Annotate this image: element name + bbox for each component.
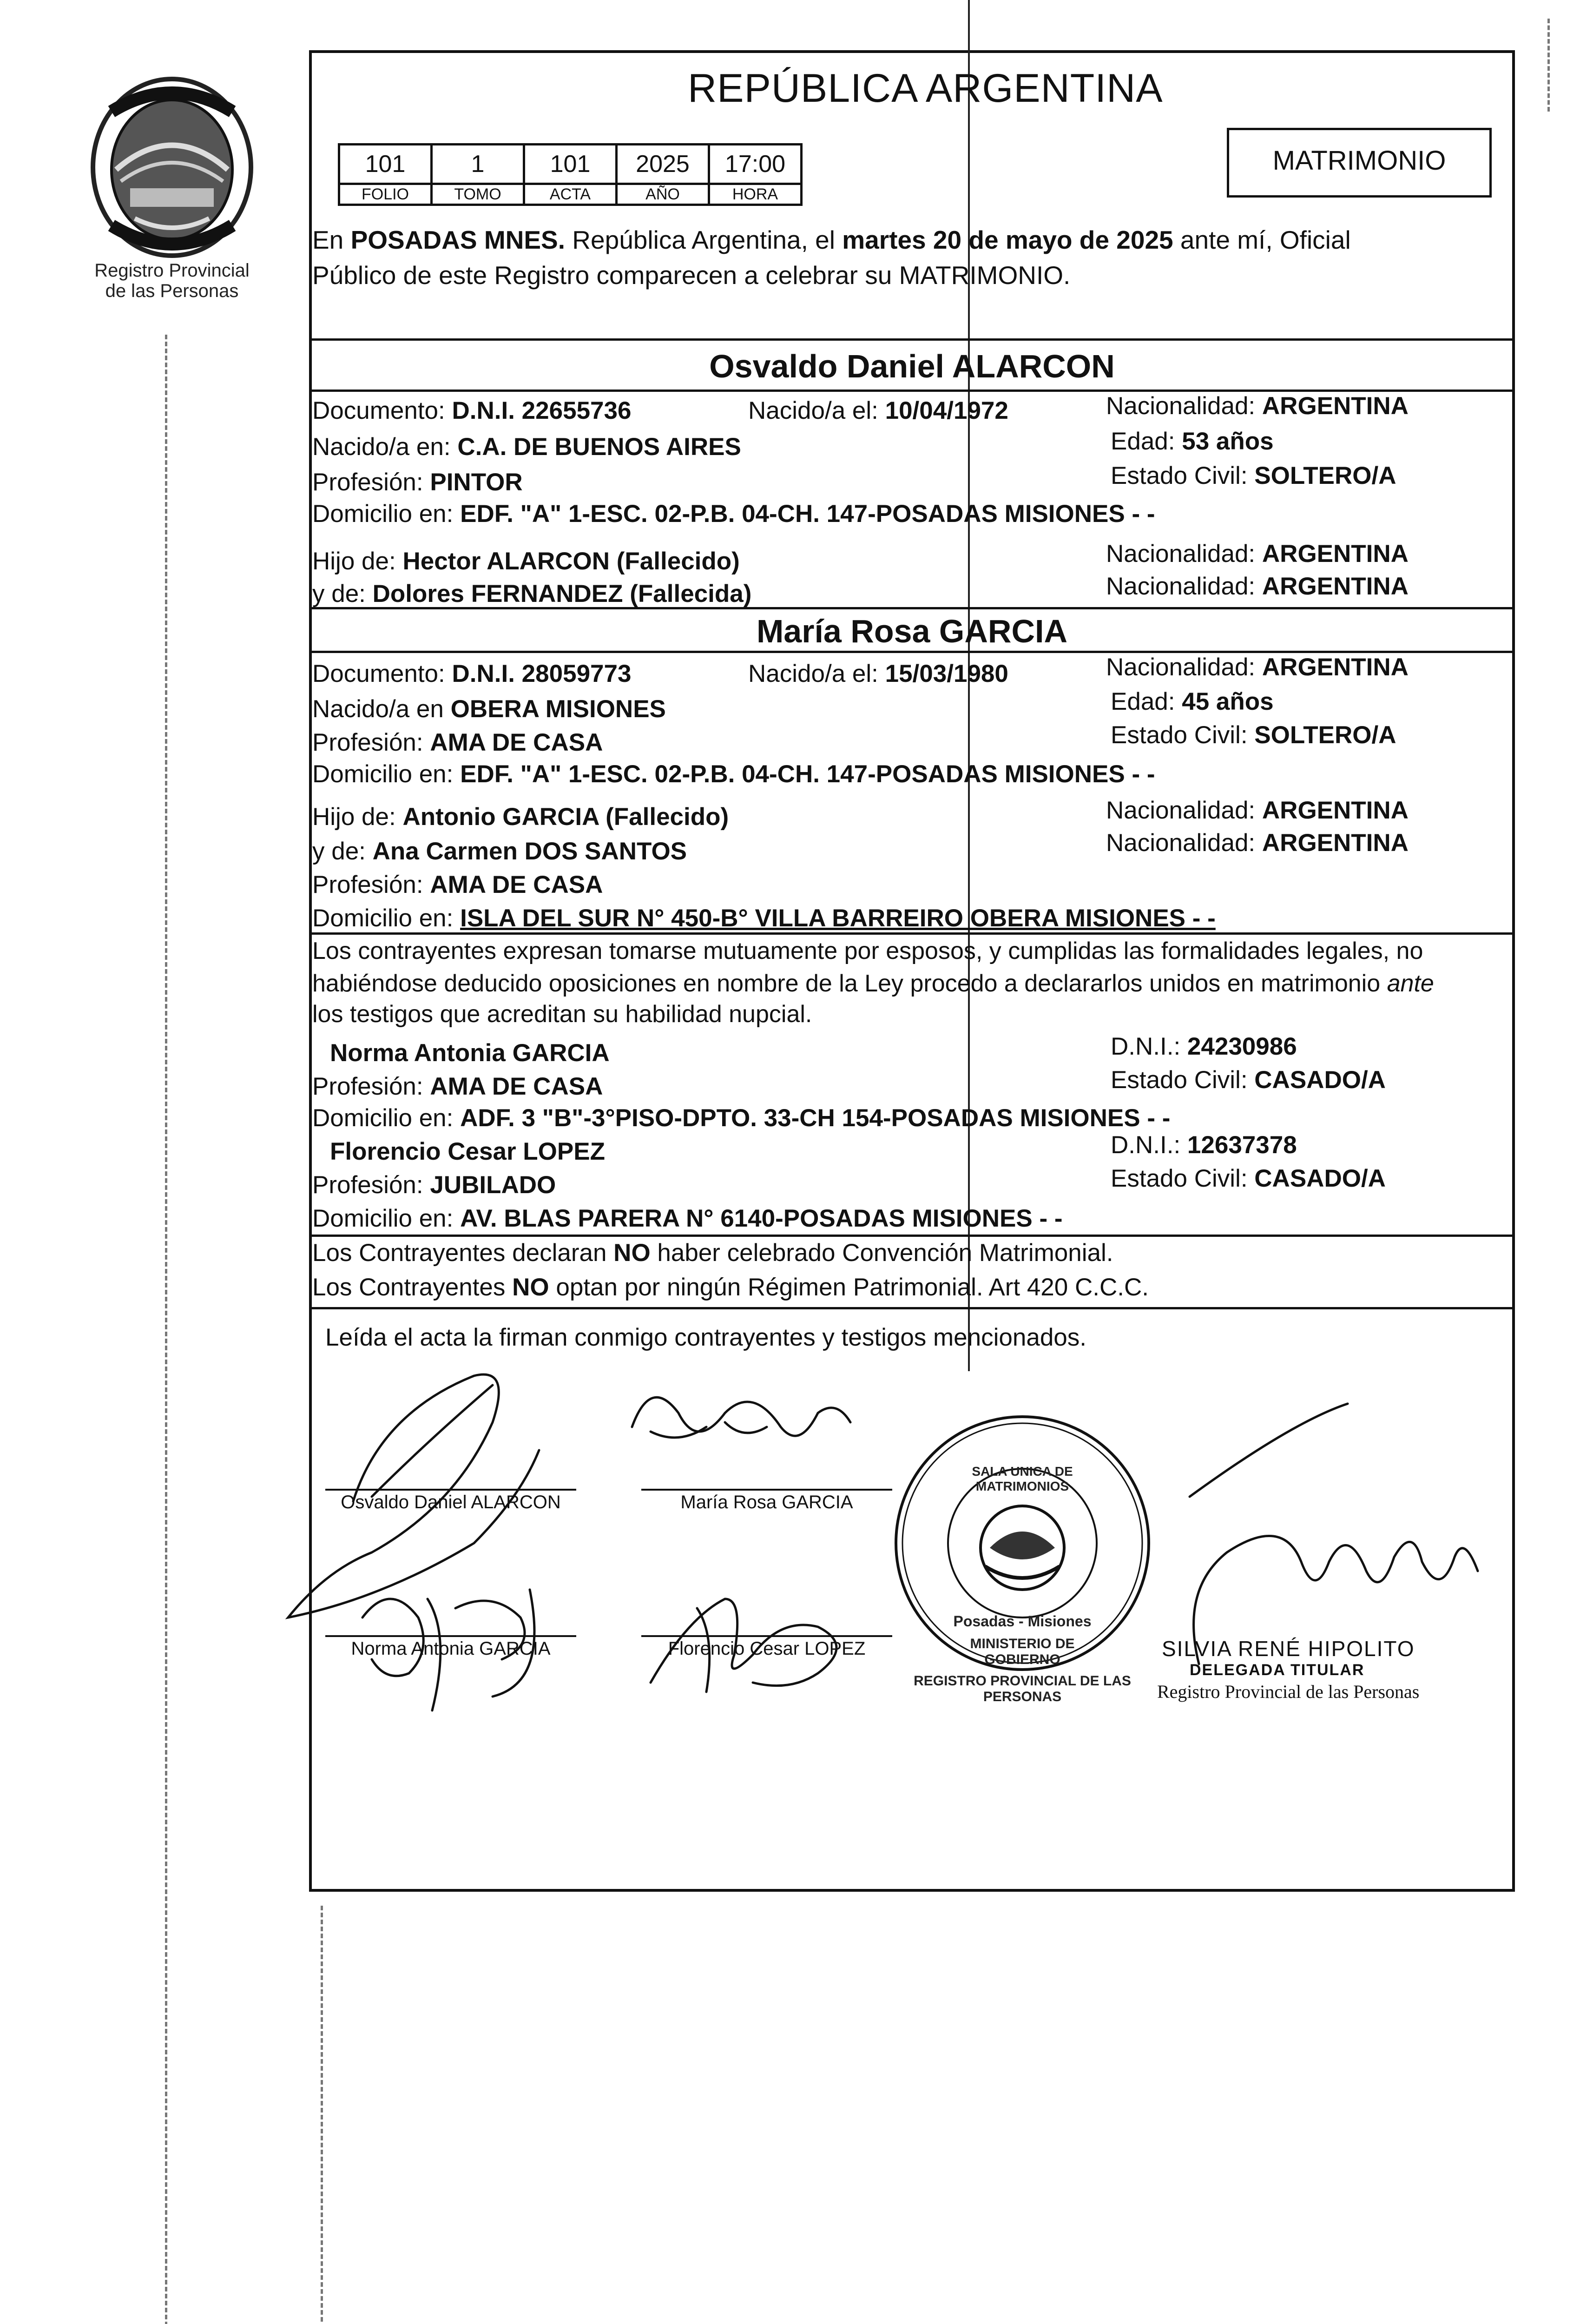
bride-signature-label: María Rosa GARCIA xyxy=(680,1492,853,1512)
bride-signature xyxy=(632,1397,850,1436)
witness2-profession: Profesión: JUBILADO xyxy=(312,1171,556,1199)
closing-text: Leída el acta la firman conmigo contrayentes y testigos mencionados. xyxy=(325,1324,1087,1351)
groom-signature-label: Osvaldo Daniel ALARCON xyxy=(341,1492,561,1512)
declaration-line-1: Los contrayentes expresan tomarse mutuamente por esposos, y cumplidas las formalidades legales, no xyxy=(312,938,1423,964)
official-seal xyxy=(892,1413,1152,1673)
witness2-civil-status: Estado Civil: CASADO/A xyxy=(1111,1165,1386,1192)
bride-profession: Profesión: AMA DE CASA xyxy=(312,729,603,756)
intro-date: martes 20 de mayo de 2025 xyxy=(842,225,1173,254)
declaration-line-2: habiéndose deducido oposiciones en nombre de la Ley procedo a declararlos unidos en matrimonio ante xyxy=(312,970,1434,997)
bride-nationality: Nacionalidad: ARGENTINA xyxy=(1106,654,1409,681)
groom-age: Edad: 53 años xyxy=(1111,428,1274,455)
hora-label: HORA xyxy=(709,184,802,205)
witness1-name: Norma Antonia GARCIA xyxy=(330,1039,610,1067)
seal-outer-text: REGISTRO PROVINCIAL DE LAS PERSONAS xyxy=(914,1673,1131,1704)
witness1-profession: Profesión: AMA DE CASA xyxy=(312,1073,603,1100)
bride-birthplace: Nacido/a en OBERA MISIONES xyxy=(312,695,666,723)
witness2-address: Domicilio en: AV. BLAS PARERA N° 6140-POSADAS MISIONES - - xyxy=(312,1205,1063,1232)
witness1-address: Domicilio en: ADF. 3 "B"-3°PISO-DPTO. 33-CH 154-POSADAS MISIONES - - xyxy=(312,1104,1171,1132)
registry-label xyxy=(42,260,302,301)
witness1-civil-status: Estado Civil: CASADO/A xyxy=(1111,1066,1386,1094)
bride-name: María Rosa GARCIA xyxy=(756,613,1068,649)
groom-father-nationality: Nacionalidad: ARGENTINA xyxy=(1106,540,1409,568)
seal-icon xyxy=(892,1413,1152,1673)
groom-civil-status: Estado Civil: SOLTERO/A xyxy=(1111,462,1396,489)
anio-label: AÑO xyxy=(617,184,709,205)
groom-nationality: Nacionalidad: ARGENTINA xyxy=(1106,392,1409,420)
groom-mother: y de: Dolores FERNANDEZ (Fallecida) xyxy=(312,580,752,607)
bride-father-nationality: Nacionalidad: ARGENTINA xyxy=(1106,797,1409,824)
groom-mother-nationality: Nacionalidad: ARGENTINA xyxy=(1106,573,1409,600)
bride-civil-status: Estado Civil: SOLTERO/A xyxy=(1111,721,1396,749)
witness1-id: D.N.I.: 24230986 xyxy=(1111,1033,1297,1060)
acta-value: 101 xyxy=(524,145,617,184)
regime-line-2: Los Contrayentes NO optan por ningún Régimen Patrimonial. Art 420 C.C.C. xyxy=(312,1274,1149,1301)
regime-line-1: Los Contrayentes declaran NO haber celebrado Convención Matrimonial. xyxy=(312,1239,1113,1267)
intro-line-2: Público de este Registro comparecen a celebrar su MATRIMONIO. xyxy=(312,261,1071,290)
hora-value: 17:00 xyxy=(709,145,802,184)
groom-father: Hijo de: Hector ALARCON (Fallecido) xyxy=(312,548,740,575)
bride-father: Hijo de: Antonio GARCIA (Fallecido) xyxy=(312,803,729,831)
folio-label: FOLIO xyxy=(339,184,432,205)
groom-profession: Profesión: PINTOR xyxy=(312,469,523,496)
bride-address: Domicilio en: EDF. "A" 1-ESC. 02-P.B. 04-CH. 147-POSADAS MISIONES - - xyxy=(312,760,1155,788)
officer-org: Registro Provincial de las Personas xyxy=(1157,1681,1420,1702)
bride-mother-profession: Profesión: AMA DE CASA xyxy=(312,871,603,898)
act-type-box: MATRIMONIO xyxy=(1227,128,1492,198)
signatures-drawing xyxy=(232,1357,1487,1776)
bride-document: Documento: D.N.I. 28059773 xyxy=(312,660,632,687)
registry-label-line2: de las Personas xyxy=(105,281,239,301)
acta-label: ACTA xyxy=(524,184,617,205)
witness2-name: Florencio Cesar LOPEZ xyxy=(330,1138,605,1165)
country-title: REPÚBLICA ARGENTINA xyxy=(688,66,1163,111)
declaration-line-3: los testigos que acreditan su habilidad nupcial. xyxy=(312,1001,812,1028)
registry-emblem xyxy=(84,70,260,265)
registry-fields xyxy=(338,143,803,206)
bride-age: Edad: 45 años xyxy=(1111,688,1274,715)
groom-birthplace: Nacido/a en: C.A. DE BUENOS AIRES xyxy=(312,433,741,461)
bride-mother-nationality: Nacionalidad: ARGENTINA xyxy=(1106,829,1409,857)
officer-title: DELEGADA TITULAR xyxy=(1190,1661,1365,1679)
groom-document: Documento: D.N.I. 22655736 xyxy=(312,397,632,424)
bride-birthdate: Nacido/a el: 15/03/1980 xyxy=(748,660,1008,687)
witness2-id: D.N.I.: 12637378 xyxy=(1111,1131,1297,1159)
coat-of-arms-icon xyxy=(84,70,260,265)
seal-city-text: Posadas - Misiones xyxy=(953,1613,1092,1630)
seal-inner-text: SALA UNICA DE MATRIMONIOS xyxy=(972,1464,1073,1493)
groom-address: Domicilio en: EDF. "A" 1-ESC. 02-P.B. 04-CH. 147-POSADAS MISIONES - - xyxy=(312,500,1155,528)
groom-birthdate: Nacido/a el: 10/04/1972 xyxy=(748,397,1008,424)
bride-mother-address: Domicilio en: ISLA DEL SUR N° 450-B° VILLA BARREIRO OBERA MISIONES - - xyxy=(312,905,1216,932)
tomo-value: 1 xyxy=(432,145,524,184)
folio-value: 101 xyxy=(339,145,432,184)
witness1-signature-label: Norma Antonia GARCIA xyxy=(351,1638,551,1659)
seal-bottom-text: MINISTERIO DE GOBIERNO xyxy=(970,1636,1075,1667)
intro-line-1: En POSADAS MNES. República Argentina, el martes 20 de mayo de 2025 ante mí, Oficial xyxy=(312,225,1351,254)
anio-value: 2025 xyxy=(617,145,709,184)
officer-name: SILVIA RENÉ HIPOLITO xyxy=(1162,1637,1415,1661)
intro-city: POSADAS MNES. xyxy=(350,225,566,254)
registry-label-line1: Registro Provincial xyxy=(94,260,250,281)
tomo-label: TOMO xyxy=(432,184,524,205)
groom-name: Osvaldo Daniel ALARCON xyxy=(709,348,1115,384)
witness2-signature-label: Florencio Cesar LOPEZ xyxy=(668,1638,866,1659)
bride-mother: y de: Ana Carmen DOS SANTOS xyxy=(312,838,687,865)
